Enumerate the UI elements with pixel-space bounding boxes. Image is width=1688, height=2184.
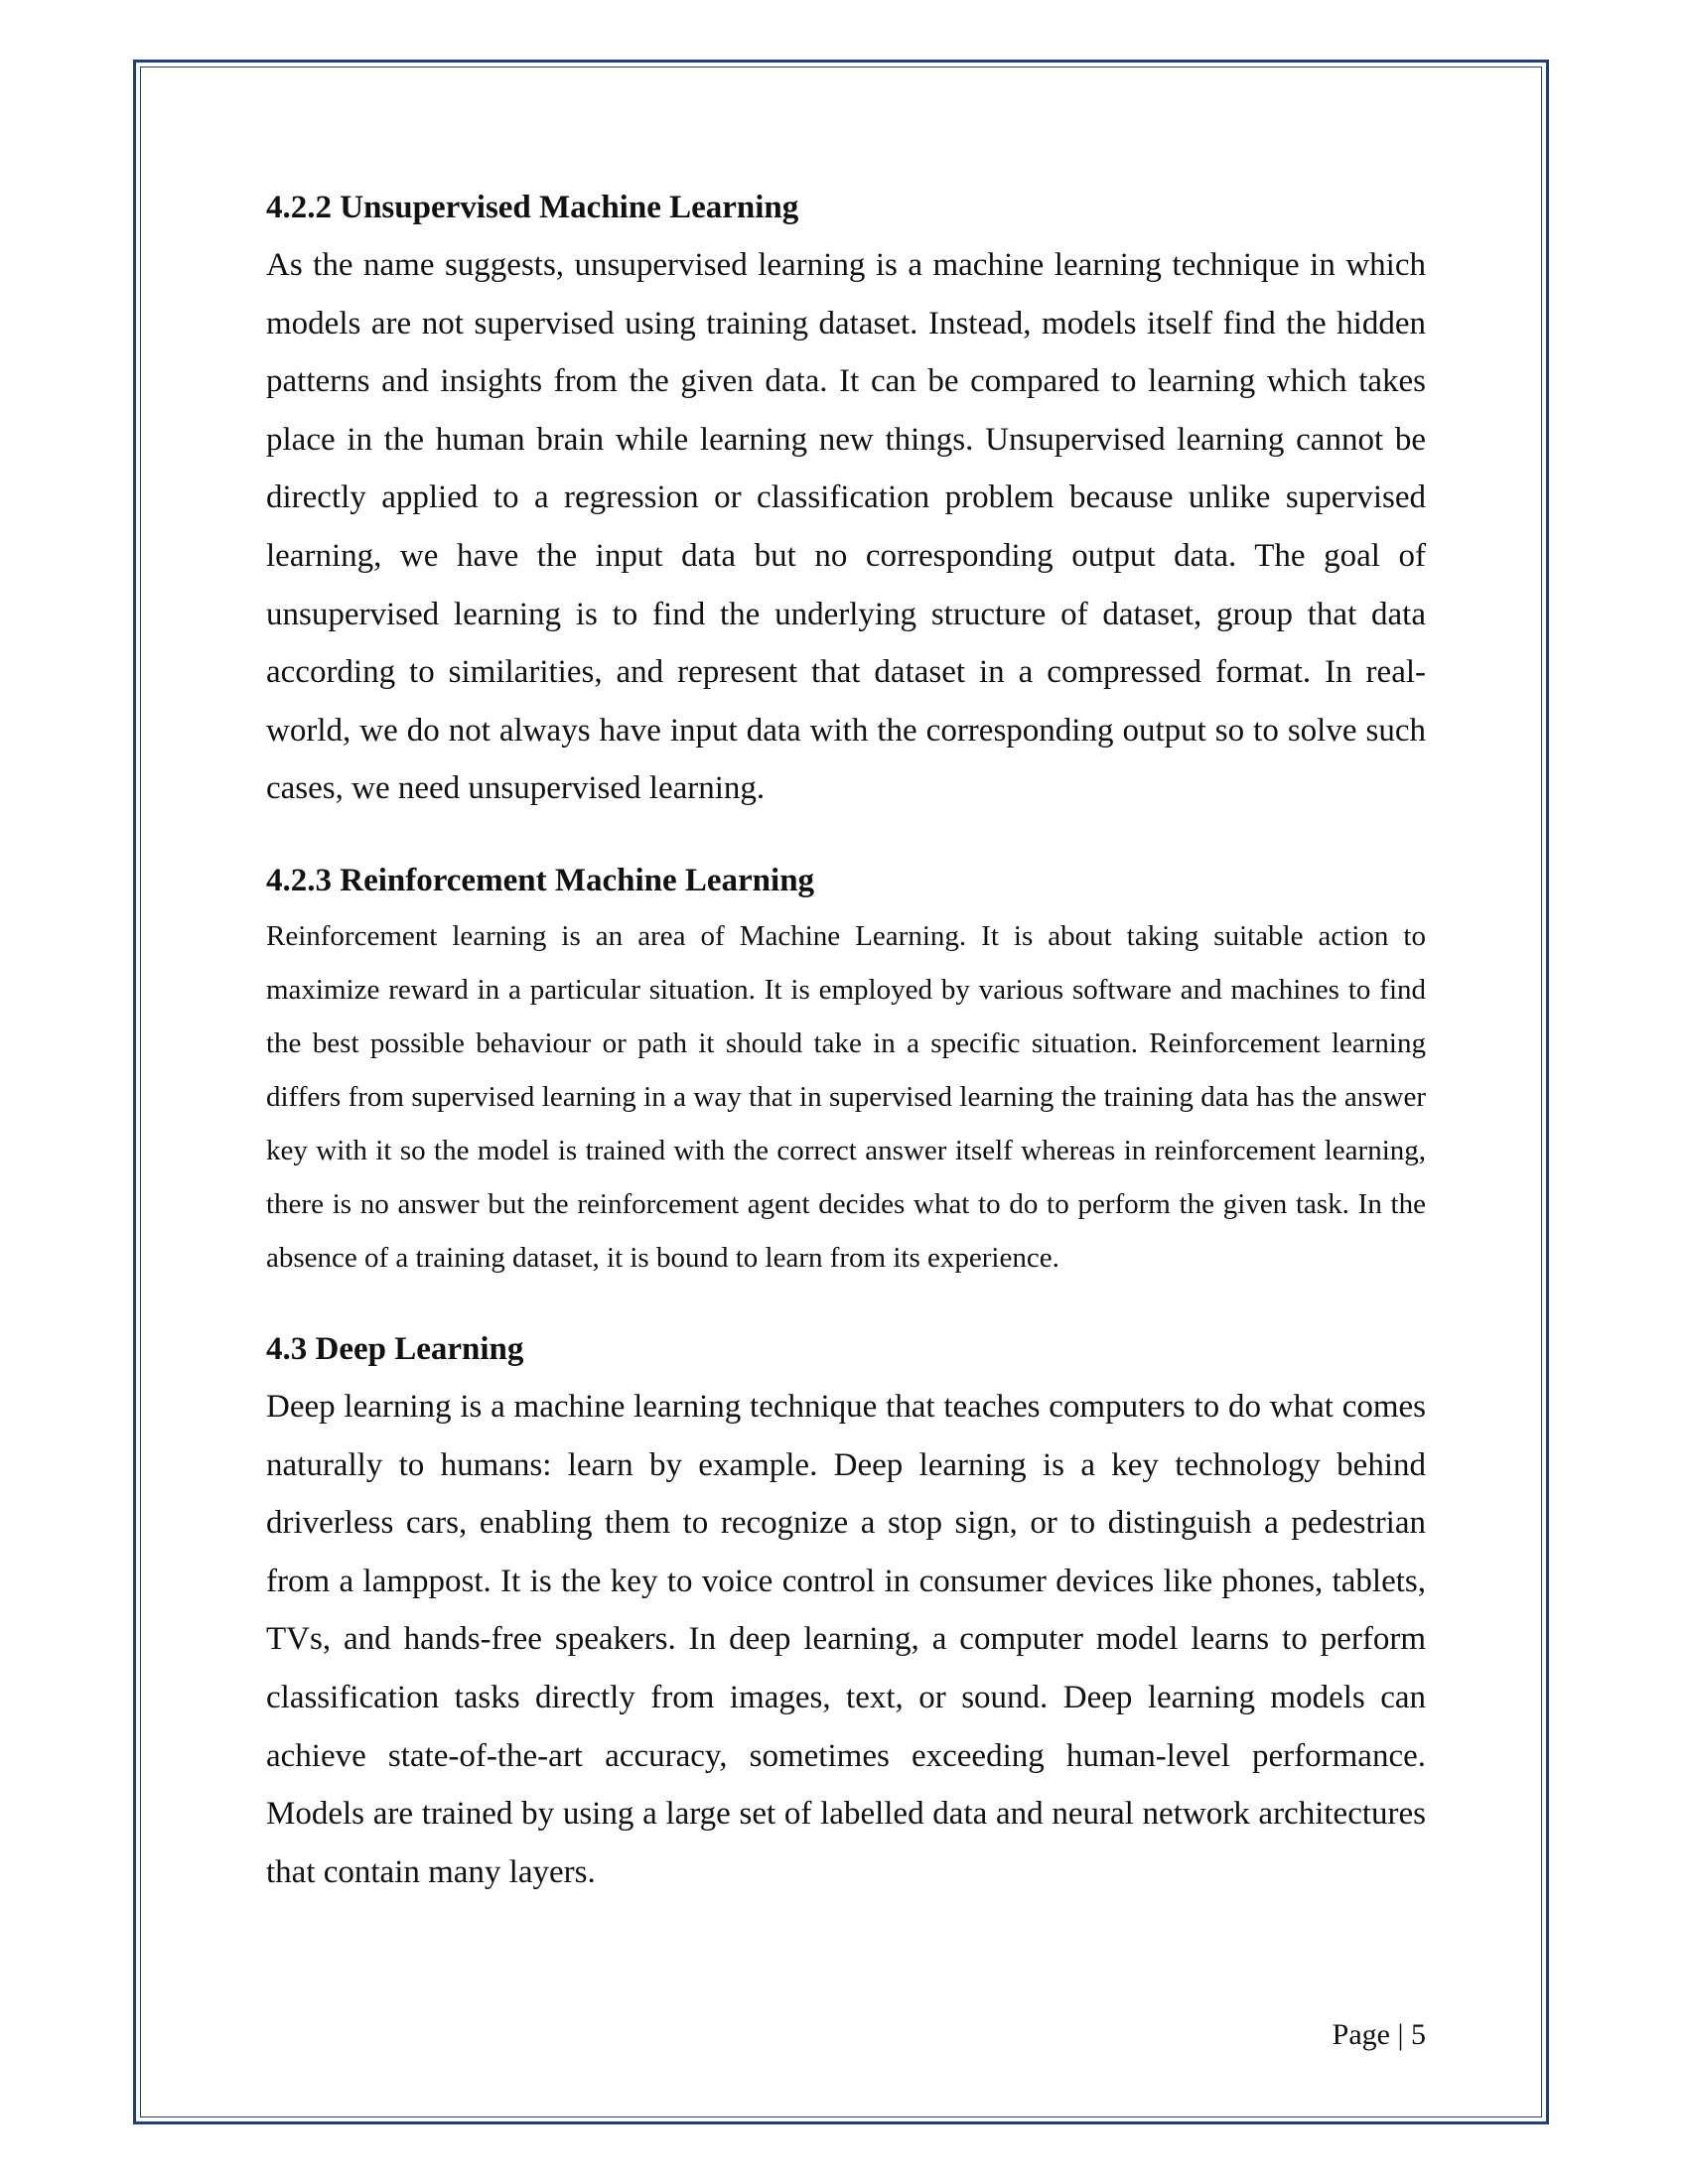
section-heading-deep-learning: 4.3 Deep Learning bbox=[266, 1330, 524, 1367]
section-heading-unsupervised: 4.2.2 Unsupervised Machine Learning bbox=[266, 190, 799, 225]
document-content bbox=[266, 185, 1426, 1901]
section-body-deep-learning: Deep learning is a machine learning technique that teaches computers to do what comes naturally to humans: learn by example. Deep learning is a key technology behind driverless cars, enabling them to recognize a stop sign, or to distinguish a pedestrian from a lamppost. It is the key to voice control in consumer devices like phones, tablets, TVs, and hands-free speakers. In deep learning, a computer model learns to perform classification tasks directly from images, text, or sound. Deep learning models can achieve state-of-the-art accuracy, sometimes exceeding human-level performance. Models are trained by using a large set of labelled data and neural network architectures that contain many layers. bbox=[266, 1388, 1426, 1890]
section-body-reinforcement: Reinforcement learning is an area of Machine Learning. It is about taking suitable action to maximize reward in a particular situation. It is employed by various software and machines to find the best possible behaviour or path it should take in a specific situation. Reinforcement learning differs from supervised learning in a way that in supervised learning the training data has the answer key with it so the model is trained with the correct answer itself whereas in reinforcement learning, there is no answer but the reinforcement agent decides what to do to perform the given task. In the absence of a training dataset, it is bound to learn from its experience. bbox=[266, 919, 1426, 1274]
page-number: Page | 5 bbox=[1332, 2018, 1426, 2051]
section-body-unsupervised: As the name suggests, unsupervised learning is a machine learning technique in which models are not supervised using training dataset. Instead, models itself find the hidden patterns and insights from the given data. It can be compared to learning which takes place in the human brain while learning new things. Unsupervised learning cannot be directly applied to a regression or classification problem because unlike supervised learning, we have the input data but no corresponding output data. The goal of unsupervised learning is to find the underlying structure of dataset, group that data according to similarities, and represent that dataset in a compressed format. In real-world, we do not always have input data with the corresponding output so to solve such cases, we need unsupervised learning. bbox=[266, 247, 1426, 807]
section-heading-reinforcement: 4.2.3 Reinforcement Machine Learning bbox=[266, 862, 815, 898]
